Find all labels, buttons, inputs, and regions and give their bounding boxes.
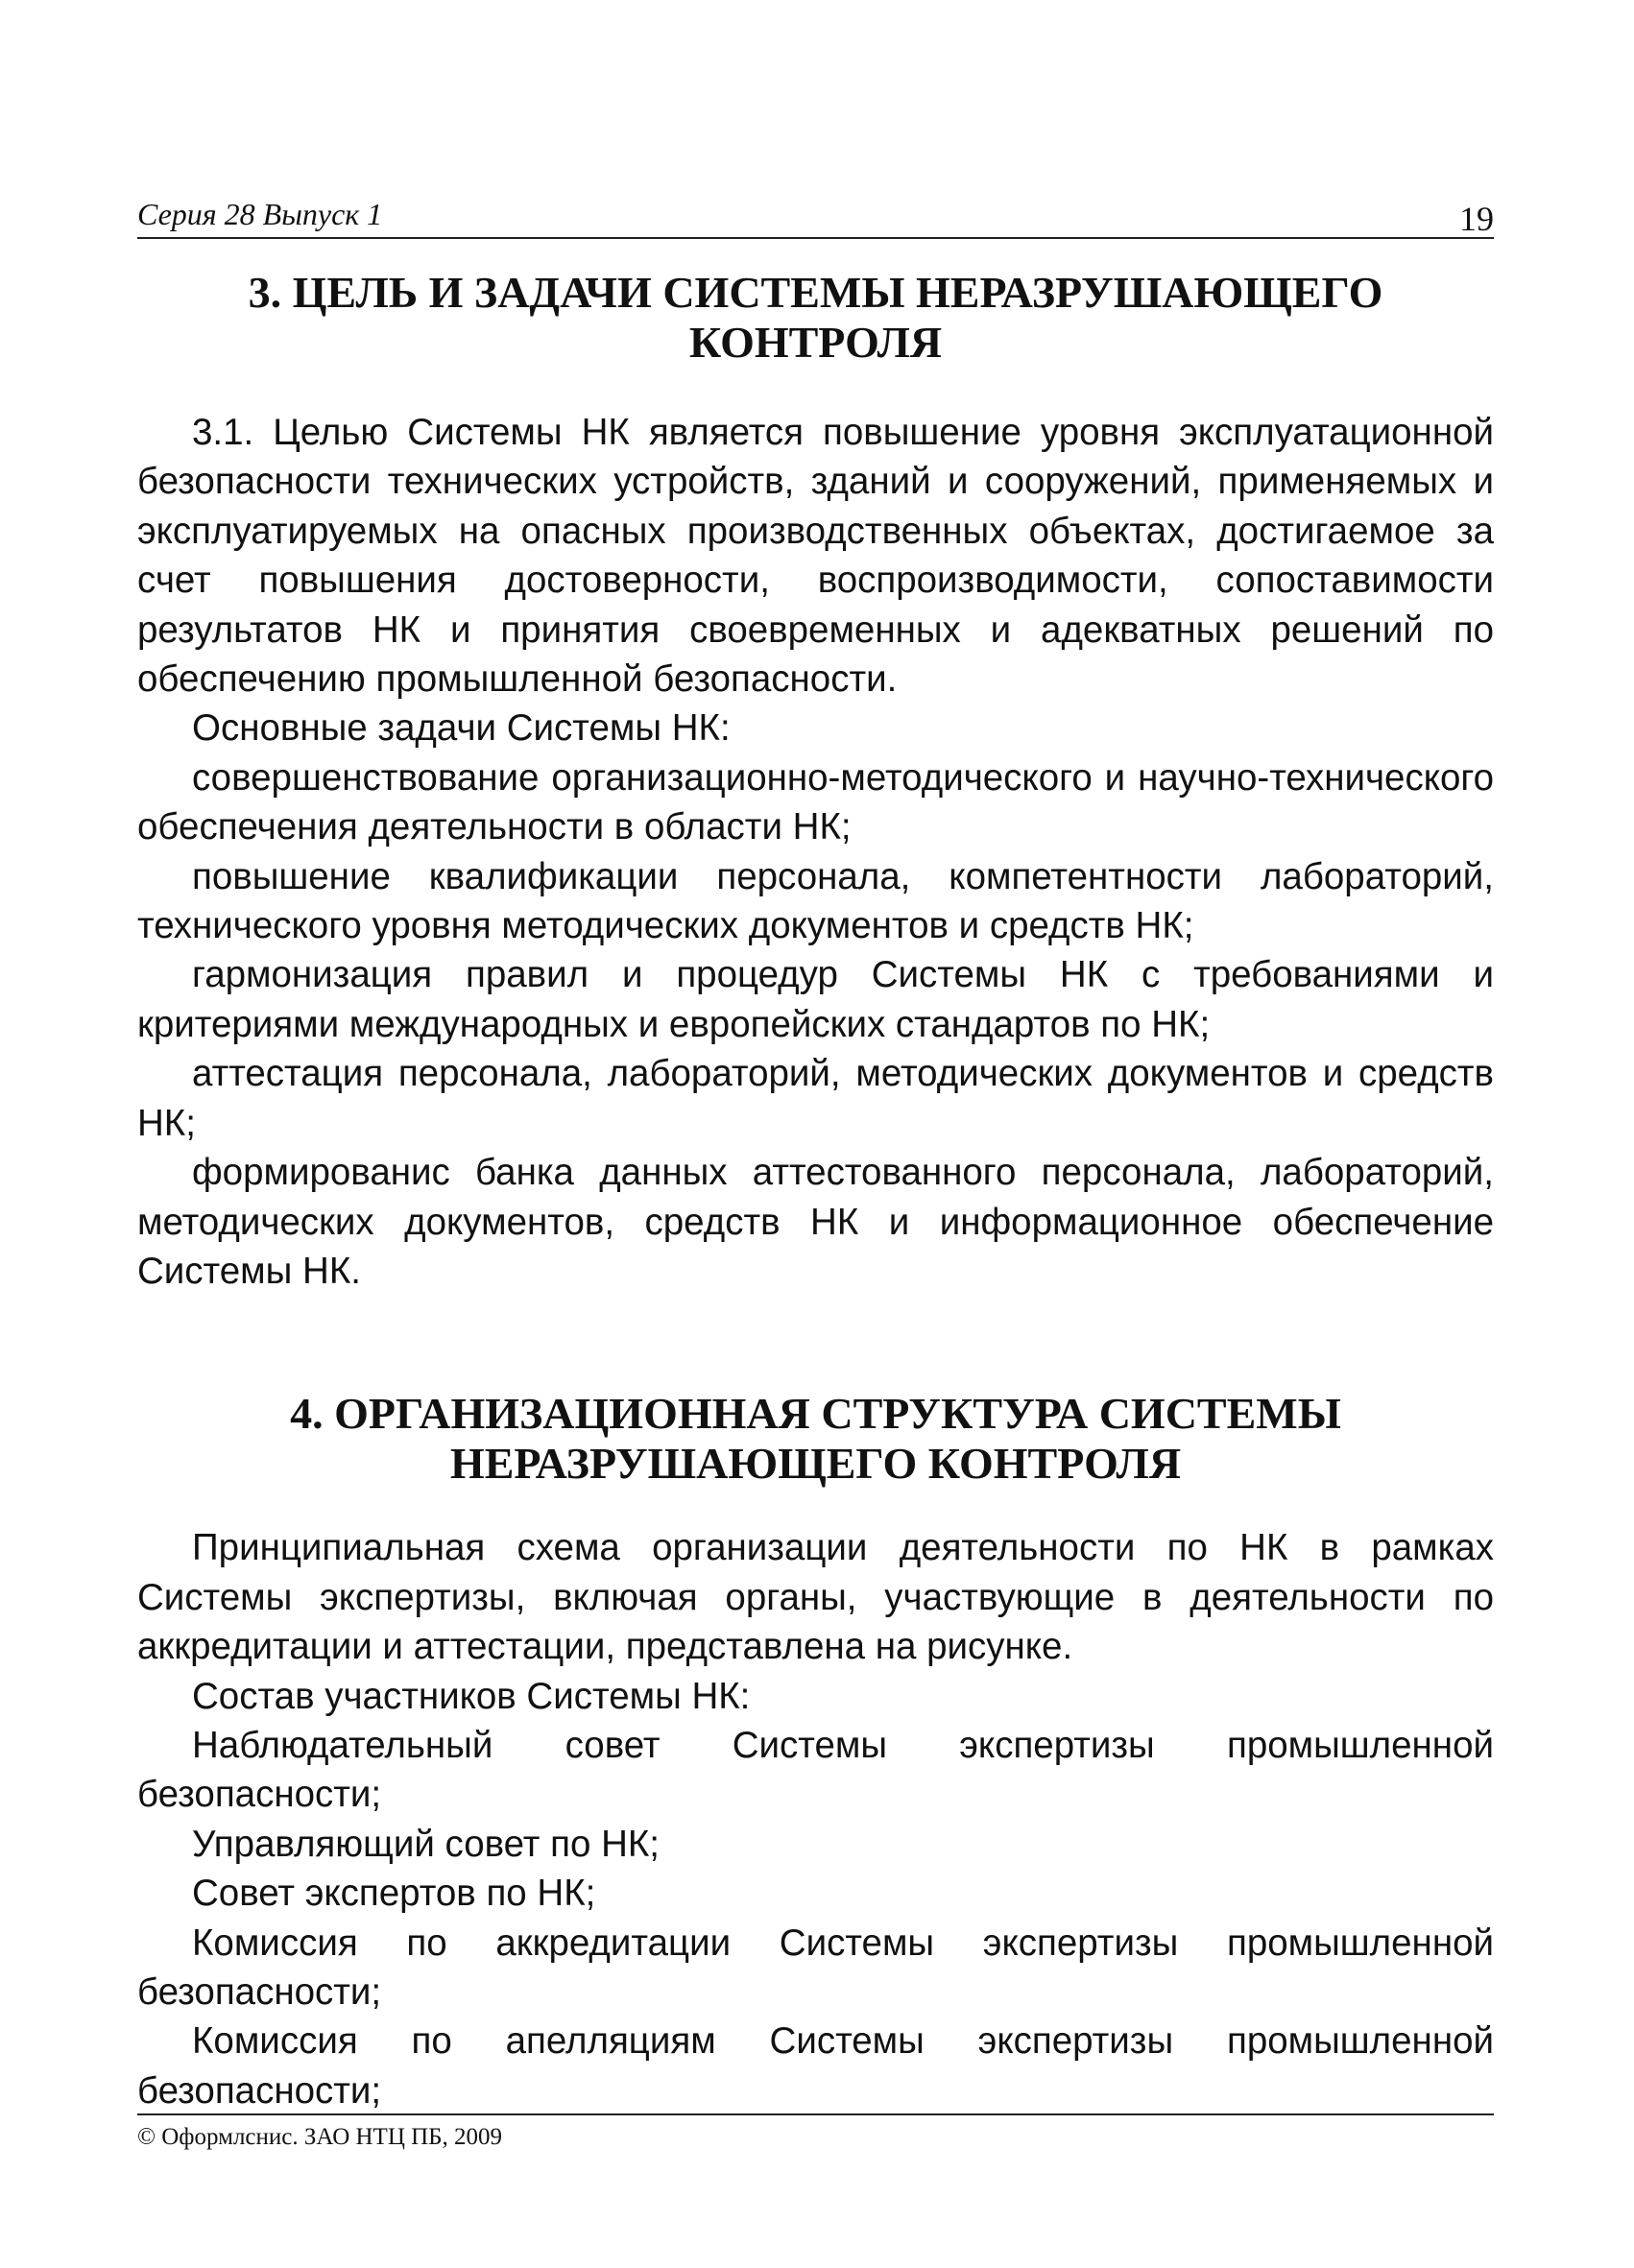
section-4-heading-line-1: 4. ОРГАНИЗАЦИОННАЯ СТРУКТУРА СИСТЕМЫ bbox=[290, 1389, 1341, 1439]
section-3-body bbox=[137, 408, 1494, 1296]
document-page bbox=[137, 187, 1494, 2115]
section-4-body bbox=[137, 1523, 1494, 2115]
section-3-heading bbox=[137, 268, 1494, 368]
section-3-heading-line-1: 3. ЦЕЛЬ И ЗАДАЧИ СИСТЕМЫ НЕРАЗРУШАЮЩЕГО bbox=[248, 268, 1383, 317]
participant-item: Наблюдательный совет Системы экспертизы промышленной безопасности; bbox=[137, 1724, 1494, 1816]
paragraph-participants-intro: Состав участников Системы НК: bbox=[192, 1675, 751, 1717]
copyright-text: © Оформлснис. ЗАО НТЦ ПБ, 2009 bbox=[137, 2124, 503, 2150]
section-4-heading-line-2: НЕРАЗРУШАЮЩЕГО КОНТРОЛЯ bbox=[449, 1439, 1182, 1489]
participant-item: Совет экспертов по НК; bbox=[192, 1873, 596, 1915]
task-item: повышение квалификации персонала, компетентности лабораторий, технического уровня методических документов и средств НК; bbox=[137, 855, 1494, 947]
paragraph-3-1: 3.1. Целью Системы НК является повышение уровня эксплуатационной безопасности технических устройств, зданий и сооружений, применяемых и эксплуатируемых на опасных производственных объектах, достигаемое за счет повышения достоверности, воспроизводимости, сопоставимости результатов НК и принятия своевременных и адекватных решений по обеспечению промышленной безопасности. bbox=[137, 412, 1494, 701]
participant-item: Комиссия по аккредитации Системы экспертизы промышленной безопасности; bbox=[137, 1922, 1494, 2013]
task-item: формированис банка данных аттестованного персонала, лабораторий, методических документов, средств НК и информационное обеспечение Системы НК. bbox=[137, 1152, 1494, 1292]
participant-item: Комиссия по апелляциям Системы экспертизы промышленной безопасности; bbox=[137, 2020, 1494, 2112]
section-4-heading bbox=[137, 1389, 1494, 1489]
section-3-heading-line-2: КОНТРОЛЯ bbox=[688, 318, 943, 367]
running-header bbox=[137, 187, 1494, 239]
task-item: совершенствование организационно-методического и научно-технического обеспечения деятельности в области НК; bbox=[137, 756, 1494, 848]
paragraph-tasks-intro: Основные задачи Системы НК: bbox=[192, 707, 731, 750]
participant-item: Управляющий совет по НК; bbox=[192, 1823, 661, 1865]
paragraph-scheme: Принципиальная схема организации деятельности по НК в рамках Системы экспертизы, включая органы, участвующие в деятельности по аккредитации и аттестации, представлена на рисунке. bbox=[137, 1527, 1494, 1668]
task-item: аттестация персонала, лабораторий, методических документов и средств НК; bbox=[137, 1053, 1494, 1144]
page-number: 19 bbox=[1459, 200, 1494, 238]
task-item: гармонизация правил и процедур Системы НК с требованиями и критериями международных и европейских стандартов по НК; bbox=[137, 954, 1494, 1045]
series-label: Серия 28 Выпуск 1 bbox=[137, 197, 383, 231]
page-footer bbox=[137, 2113, 1494, 2151]
